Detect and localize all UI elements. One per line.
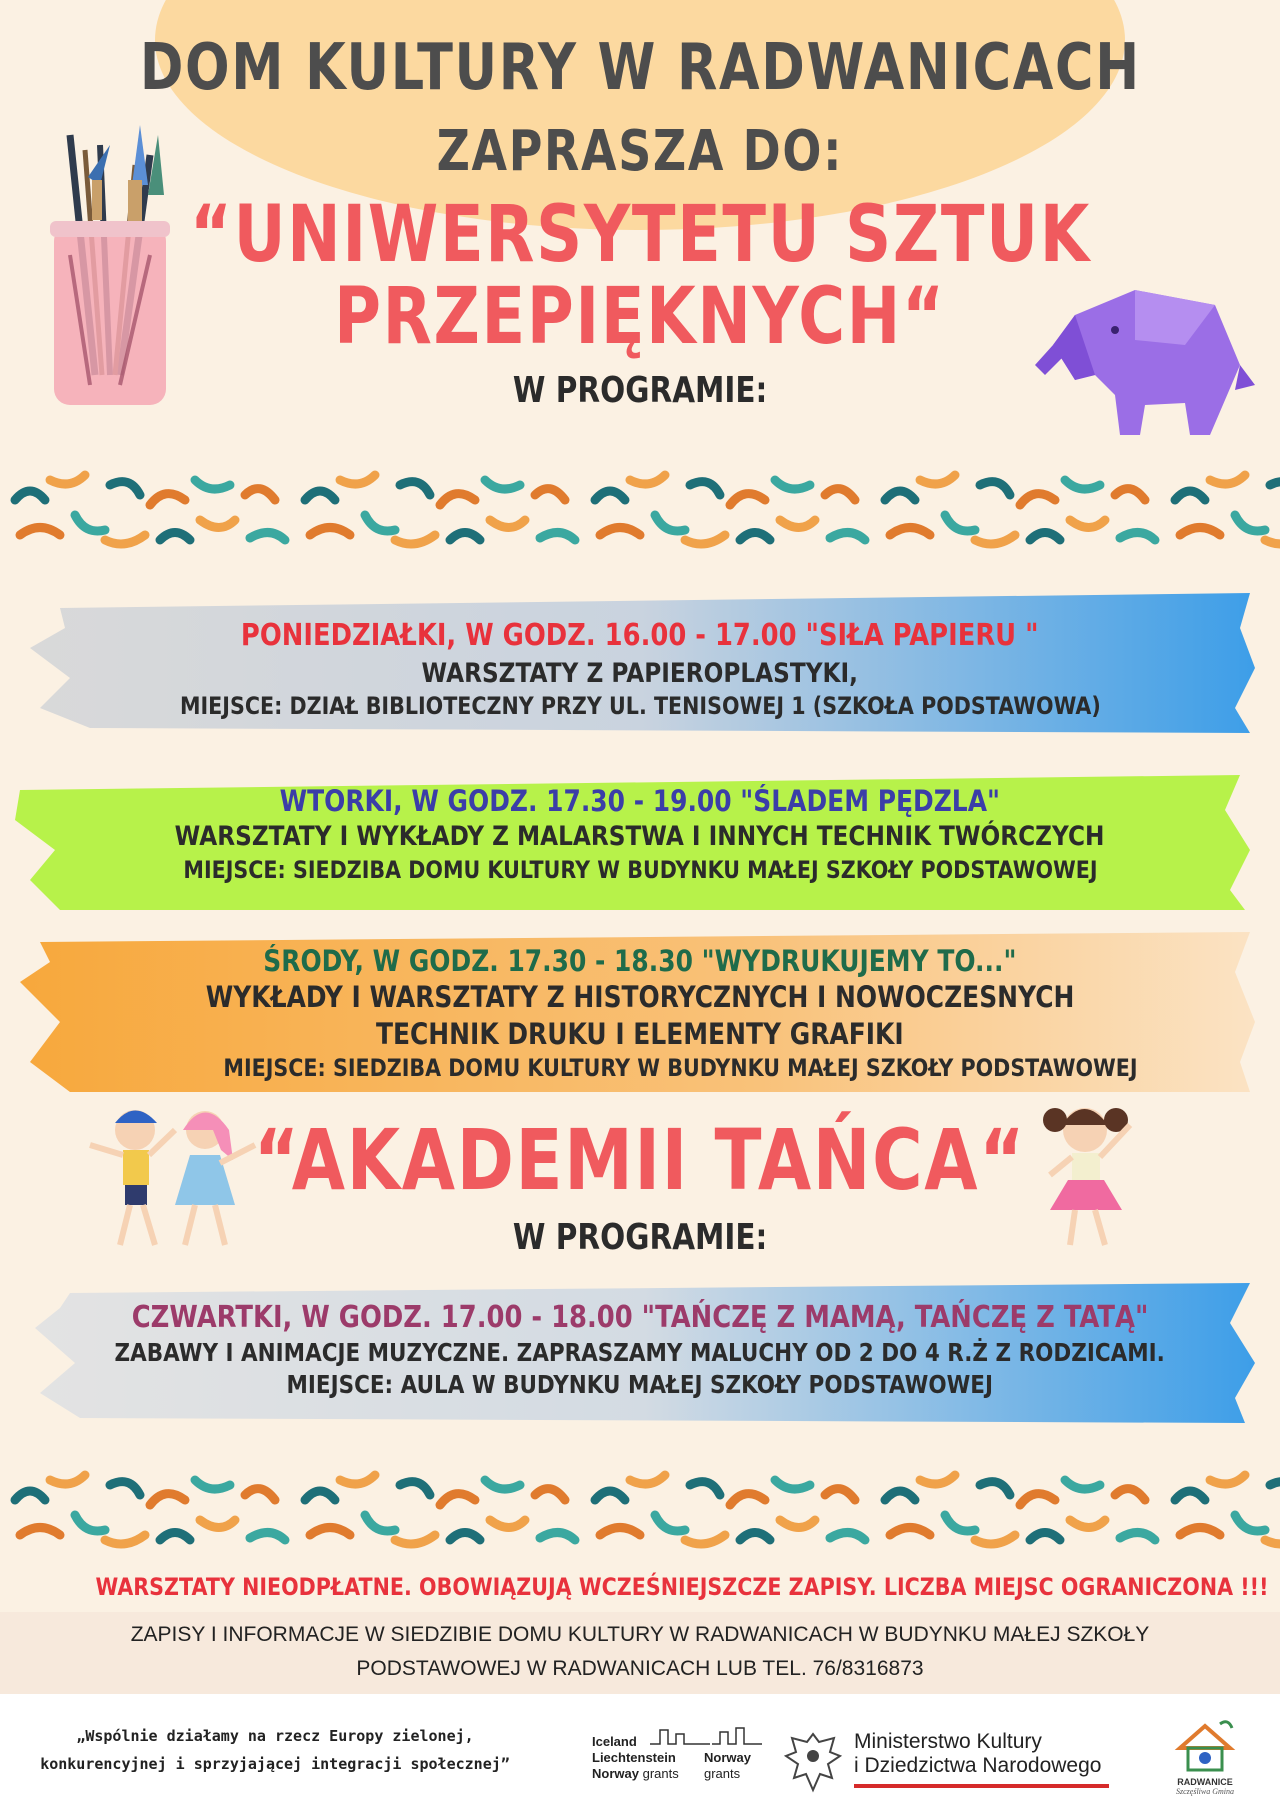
ornament-band-top bbox=[0, 460, 1280, 560]
session-3-line-2: TECHNIK DRUKU I ELEMENTY GRAFIKI bbox=[376, 1017, 904, 1051]
session-3-line-3: MIEJSCE: SIEDZIBA DOMU KULTURY W BUDYNKU MAŁEJ SZKOŁY PODSTAWOWEJ bbox=[222, 1054, 1138, 1082]
eea-liechtenstein-text: Liechtenstein bbox=[592, 1750, 676, 1765]
session-2-heading: WTORKI, W GODZ. 17.30 - 19.00 "ŚLADEM PĘDZLA" bbox=[279, 784, 1001, 818]
dance-program-label: W PROGRAMIE: bbox=[512, 1217, 768, 1258]
brush-jar-illustration bbox=[40, 125, 180, 415]
ornament-band-bottom bbox=[0, 1455, 1280, 1565]
organizer-title: DOM KULTURY W RADWANICACH bbox=[139, 31, 1141, 105]
norway-grants-text-2: grants bbox=[704, 1766, 741, 1781]
polish-eagle-emblem-icon bbox=[782, 1728, 844, 1798]
session-1-heading: PONIEDZIAŁKI, W GODZ. 16.00 - 17.00 "SIŁA PAPIERU " bbox=[241, 618, 1039, 653]
program-label: W PROGRAMIE: bbox=[512, 370, 768, 411]
session-3-line-1: WYKŁADY I WARSZTATY Z HISTORYCZNYCH I NOWOCZESNYCH bbox=[205, 980, 1075, 1014]
eea-grants-logo bbox=[592, 1726, 767, 1796]
sponsor-footer bbox=[0, 1694, 1280, 1810]
session-4-line-2: MIEJSCE: AULA W BUDYNKU MAŁEJ SZKOŁY PODSTAWOWEJ bbox=[286, 1370, 994, 1399]
eu-slogan-line-2: konkurencyjnej i sprzyjającej integracji społecznej” bbox=[40, 1755, 510, 1773]
session-1-line-1: WARSZTATY Z PAPIEROPLASTYKI, bbox=[421, 658, 859, 689]
ministry-line-2: i Dziedzictwa Narodowego bbox=[854, 1754, 1102, 1777]
origami-elephant-illustration bbox=[1035, 285, 1255, 445]
invite-line: ZAPRASZA DO: bbox=[436, 119, 844, 184]
eea-skyline-icon bbox=[650, 1726, 710, 1746]
norway-skyline-icon bbox=[712, 1726, 762, 1746]
dance-academy-title: “AKADEMII TAŃCA“ bbox=[253, 1111, 1027, 1209]
university-title-1: “UNIWERSYTETU SZTUK bbox=[189, 190, 1091, 280]
session-2-line-2: MIEJSCE: SIEDZIBA DOMU KULTURY W BUDYNKU MAŁEJ SZKOŁY PODSTAWOWEJ bbox=[182, 856, 1098, 884]
eea-norway-text: Norway bbox=[592, 1766, 639, 1781]
radwanice-logo-text: RADWANICE bbox=[1177, 1777, 1233, 1787]
eu-slogan bbox=[40, 1722, 510, 1778]
registration-info-line-1: ZAPISY I INFORMACJE W SIEDZIBIE DOMU KULTURY W RADWANICACH W BUDYNKU MAŁEJ SZKOŁY bbox=[130, 1623, 1150, 1646]
session-3-heading: ŚRODY, W GODZ. 17.30 - 18.30 "WYDRUKUJEMY TO..." bbox=[263, 944, 1017, 978]
eea-iceland-text: Iceland bbox=[592, 1734, 637, 1749]
radwanice-house-icon bbox=[1170, 1718, 1240, 1773]
norway-grants-text-1: Norway bbox=[704, 1750, 751, 1765]
session-1-line-2: MIEJSCE: DZIAŁ BIBLIOTECZNY PRZY UL. TENISOWEJ 1 (SZKOŁA PODSTAWOWA) bbox=[179, 692, 1101, 720]
session-2-line-1: WARSZTATY I WYKŁADY Z MALARSTWA I INNYCH TECHNIK TWÓRCZYCH bbox=[175, 821, 1105, 852]
session-4-line-1: ZABAWY I ANIMACJE MUZYCZNE. ZAPRASZAMY MALUCHY OD 2 DO 4 R.Ż Z RODZICAMI. bbox=[114, 1338, 1166, 1367]
eea-grants-text: grants bbox=[642, 1766, 679, 1781]
free-workshops-notice: WARSZTATY NIEODPŁATNE. OBOWIĄZUJĄ WCZEŚNIEJSZCZE ZAPISY. LICZBA MIEJSC OGRANICZONA !!! bbox=[95, 1573, 1269, 1601]
ministry-logo-text bbox=[854, 1730, 1109, 1788]
eea-norway-grants bbox=[592, 1766, 679, 1782]
ministry-line-1: Ministerstwo Kultury bbox=[854, 1730, 1042, 1753]
registration-info-line-2: PODSTAWOWEJ W RADWANICACH LUB TEL. 76/8316873 bbox=[356, 1657, 924, 1680]
ministry-red-underline bbox=[854, 1784, 1109, 1788]
radwanice-logo-subtext: Szczęśliwa Gmina bbox=[1176, 1787, 1234, 1796]
radwanice-logo bbox=[1160, 1718, 1250, 1796]
university-title-2: PRZEPIĘKNYCH“ bbox=[334, 272, 946, 362]
eu-slogan-line-1: „Wspólnie działamy na rzecz Europy zielonej, bbox=[76, 1727, 474, 1745]
session-4-heading: CZWARTKI, W GODZ. 17.00 - 18.00 "TAŃCZĘ Z MAMĄ, TAŃCZĘ Z TATĄ" bbox=[131, 1300, 1149, 1335]
